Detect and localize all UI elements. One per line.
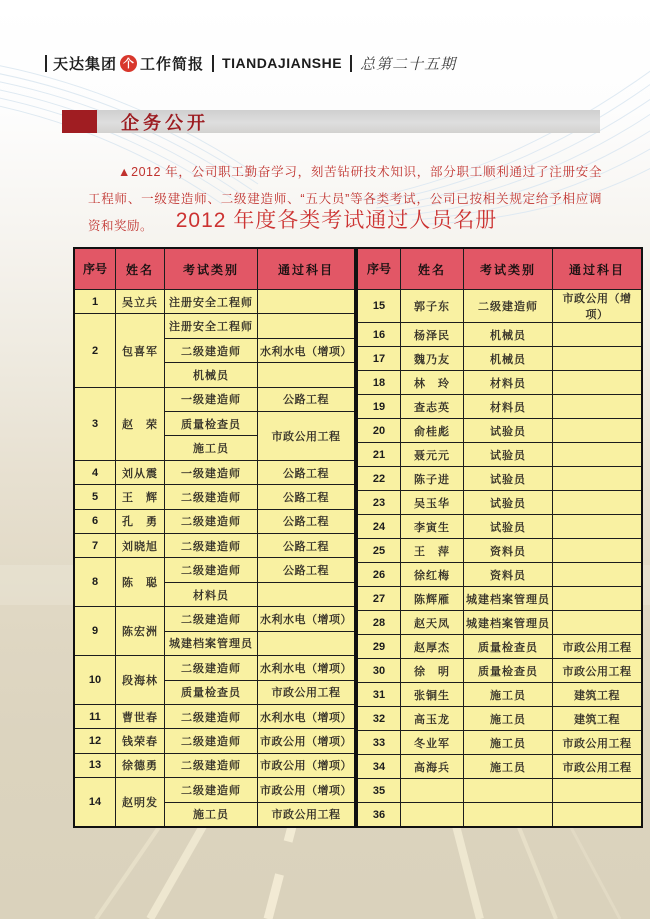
cell-serial-number: 24 (357, 515, 401, 539)
cell-exam-category: 二级建造师 (464, 290, 553, 323)
roster-row (74, 607, 355, 631)
cell-passed-subject: 水利水电（增项） (258, 607, 356, 631)
cell-passed-subject: 公路工程 (258, 485, 356, 509)
cell-serial-number: 27 (357, 587, 401, 611)
intro-paragraph: ▲2012 年，公司职工勤奋学习，刻苦钻研技术知识，部分职工顺利通过了注册安全工程师、一级建造师、二级建造师、“五大员”等各类考试，公司已按相关规定给予相应调资和奖励。 (88, 164, 602, 233)
cell-name: 赵厚杰 (401, 635, 464, 659)
cell-name: 赵 荣 (116, 387, 165, 460)
roster-row (74, 534, 355, 558)
cell-passed-subject: 公路工程 (258, 460, 356, 484)
roster-row (74, 387, 355, 411)
cell-exam-category: 二级建造师 (165, 704, 258, 728)
cell-exam-category: 施工员 (464, 707, 553, 731)
roster-row (74, 460, 355, 484)
cell-passed-subject: 市政公用（增项） (258, 729, 356, 753)
cell-passed-subject (258, 290, 356, 314)
roster-row (357, 347, 642, 371)
roster-row (357, 755, 642, 779)
cell-passed-subject (553, 611, 643, 635)
cell-serial-number: 23 (357, 491, 401, 515)
publication-name: 工作简报 (140, 55, 205, 73)
cell-passed-subject (258, 314, 356, 338)
roster-row (357, 731, 642, 755)
cell-exam-category: 材料员 (464, 371, 553, 395)
cell-passed-subject (258, 363, 356, 387)
cell-passed-subject: 建筑工程 (553, 707, 643, 731)
cell-name: 陈宏洲 (116, 607, 165, 656)
cell-name: 包喜军 (116, 314, 165, 387)
cell-serial-number: 30 (357, 659, 401, 683)
cell-exam-category: 试验员 (464, 515, 553, 539)
cell-serial-number: 12 (74, 729, 116, 753)
cell-name: 陈子进 (401, 467, 464, 491)
masthead-divider (45, 55, 47, 72)
cell-serial-number: 33 (357, 731, 401, 755)
roster-table-left (73, 247, 356, 828)
roster-row (74, 485, 355, 509)
roster-row (357, 443, 642, 467)
cell-passed-subject: 建筑工程 (553, 683, 643, 707)
cell-serial-number: 5 (74, 485, 116, 509)
cell-name: 王 萍 (401, 539, 464, 563)
cell-serial-number: 2 (74, 314, 116, 387)
cell-exam-category: 质量检查员 (464, 635, 553, 659)
cell-serial-number: 29 (357, 635, 401, 659)
cell-name: 刘从震 (116, 460, 165, 484)
roster-row (357, 491, 642, 515)
cell-passed-subject (553, 803, 643, 828)
cell-name: 俞桂彪 (401, 419, 464, 443)
masthead-divider (350, 55, 352, 72)
cell-exam-category: 机械员 (165, 363, 258, 387)
masthead (45, 52, 456, 74)
cell-serial-number: 15 (357, 290, 401, 323)
company-logo-icon: 个 (120, 55, 137, 72)
cell-exam-category: 材料员 (464, 395, 553, 419)
cell-exam-category: 机械员 (464, 323, 553, 347)
cell-name: 刘晓旭 (116, 534, 165, 558)
roster-row (74, 753, 355, 777)
cell-name: 赵天凤 (401, 611, 464, 635)
roster-tables (73, 247, 643, 828)
cell-exam-category: 二级建造师 (165, 509, 258, 533)
cell-name: 冬业军 (401, 731, 464, 755)
cell-exam-category: 城建档案管理员 (464, 611, 553, 635)
cell-passed-subject (553, 587, 643, 611)
publication-latin-name: TIANDAJIANSHE (222, 55, 343, 71)
cell-exam-category: 机械员 (464, 347, 553, 371)
issue-number: 总第二十五期 (360, 54, 457, 73)
cell-exam-category: 二级建造师 (165, 656, 258, 680)
roster-title: 2012 年度各类考试通过人员名册 (175, 209, 498, 232)
header-row (357, 248, 642, 290)
column-header: 通过科目 (553, 248, 643, 290)
cell-exam-category: 质量检查员 (464, 659, 553, 683)
cell-passed-subject (553, 395, 643, 419)
roster-row (74, 509, 355, 533)
column-header: 通过科目 (258, 248, 356, 290)
cell-name: 陈 聪 (116, 558, 165, 607)
cell-name: 林 玲 (401, 371, 464, 395)
cell-name: 陈辉雁 (401, 587, 464, 611)
cell-passed-subject (553, 323, 643, 347)
roster-row (357, 371, 642, 395)
section-banner (62, 110, 600, 133)
cell-exam-category: 二级建造师 (165, 534, 258, 558)
roster-row (357, 290, 642, 323)
cell-passed-subject: 水利水电（增项） (258, 704, 356, 728)
roster-row (357, 395, 642, 419)
cell-exam-category: 二级建造师 (165, 778, 258, 802)
cell-name: 赵明发 (116, 778, 165, 827)
cell-serial-number: 35 (357, 779, 401, 803)
roster-row (357, 587, 642, 611)
cell-serial-number: 18 (357, 371, 401, 395)
roster-row (357, 635, 642, 659)
cell-passed-subject: 市政公用工程 (553, 755, 643, 779)
cell-name: 徐 明 (401, 659, 464, 683)
roster-row (357, 323, 642, 347)
roster-table-right (356, 247, 643, 828)
cell-name: 杨泽民 (401, 323, 464, 347)
roster-row (74, 314, 355, 338)
cell-exam-category: 二级建造师 (165, 558, 258, 582)
cell-exam-category: 二级建造师 (165, 729, 258, 753)
cell-name: 徐红梅 (401, 563, 464, 587)
cell-serial-number: 16 (357, 323, 401, 347)
cell-exam-category: 资料员 (464, 563, 553, 587)
cell-exam-category: 注册安全工程师 (165, 290, 258, 314)
roster-row (357, 659, 642, 683)
cell-name: 段海林 (116, 656, 165, 705)
cell-exam-category: 试验员 (464, 467, 553, 491)
cell-exam-category: 施工员 (464, 683, 553, 707)
header-row (74, 248, 355, 290)
cell-serial-number: 22 (357, 467, 401, 491)
cell-passed-subject: 市政公用工程 (553, 731, 643, 755)
cell-name: 聂元元 (401, 443, 464, 467)
cell-serial-number: 14 (74, 778, 116, 827)
cell-serial-number: 10 (74, 656, 116, 705)
column-header: 考试类别 (464, 248, 553, 290)
cell-serial-number: 21 (357, 443, 401, 467)
cell-exam-category: 施工员 (165, 436, 258, 460)
cell-exam-category (464, 779, 553, 803)
cell-passed-subject: 市政公用工程 (258, 802, 356, 827)
cell-serial-number: 8 (74, 558, 116, 607)
roster-row (357, 563, 642, 587)
cell-passed-subject: 公路工程 (258, 534, 356, 558)
roster-row (357, 515, 642, 539)
cell-serial-number: 20 (357, 419, 401, 443)
cell-name: 吴玉华 (401, 491, 464, 515)
cell-serial-number: 7 (74, 534, 116, 558)
roster-row (357, 419, 642, 443)
cell-serial-number: 11 (74, 704, 116, 728)
cell-serial-number: 3 (74, 387, 116, 460)
cell-exam-category: 试验员 (464, 443, 553, 467)
cell-passed-subject: 市政公用工程 (258, 412, 356, 461)
cell-serial-number: 4 (74, 460, 116, 484)
cell-exam-category: 材料员 (165, 582, 258, 606)
cell-serial-number: 19 (357, 395, 401, 419)
roster-row (74, 729, 355, 753)
cell-name (401, 779, 464, 803)
cell-serial-number: 9 (74, 607, 116, 656)
cell-name: 魏乃友 (401, 347, 464, 371)
roster-row (357, 539, 642, 563)
column-header: 序号 (74, 248, 116, 290)
cell-passed-subject (553, 467, 643, 491)
cell-exam-category: 施工员 (464, 755, 553, 779)
cell-exam-category: 二级建造师 (165, 607, 258, 631)
cell-passed-subject (553, 539, 643, 563)
cell-passed-subject: 公路工程 (258, 509, 356, 533)
roster-row (74, 778, 355, 802)
roster-row (357, 611, 642, 635)
cell-passed-subject: 市政公用工程 (258, 680, 356, 704)
cell-exam-category: 注册安全工程师 (165, 314, 258, 338)
cell-serial-number: 13 (74, 753, 116, 777)
roster-row (357, 683, 642, 707)
cell-passed-subject: 市政公用（增项） (553, 290, 643, 323)
cell-name: 郭子东 (401, 290, 464, 323)
roster-row (74, 290, 355, 314)
cell-exam-category (464, 803, 553, 828)
cell-serial-number: 36 (357, 803, 401, 828)
cell-exam-category: 一级建造师 (165, 460, 258, 484)
cell-exam-category: 施工员 (165, 802, 258, 827)
cell-name: 王 辉 (116, 485, 165, 509)
cell-passed-subject: 市政公用（增项） (258, 778, 356, 802)
cell-name: 孔 勇 (116, 509, 165, 533)
cell-serial-number: 31 (357, 683, 401, 707)
cell-name (401, 803, 464, 828)
cell-exam-category: 试验员 (464, 491, 553, 515)
column-header: 序号 (357, 248, 401, 290)
cell-passed-subject (553, 491, 643, 515)
cell-exam-category: 试验员 (464, 419, 553, 443)
cell-serial-number: 26 (357, 563, 401, 587)
cell-name: 高海兵 (401, 755, 464, 779)
cell-serial-number: 25 (357, 539, 401, 563)
section-title: 企务公开 (121, 112, 209, 133)
cell-serial-number: 6 (74, 509, 116, 533)
cell-name: 钱荣春 (116, 729, 165, 753)
roster-row (357, 707, 642, 731)
cell-passed-subject: 公路工程 (258, 558, 356, 582)
roster-row (74, 704, 355, 728)
cell-passed-subject: 市政公用工程 (553, 635, 643, 659)
cell-passed-subject (553, 443, 643, 467)
cell-passed-subject (553, 563, 643, 587)
cell-exam-category: 质量检查员 (165, 680, 258, 704)
cell-serial-number: 34 (357, 755, 401, 779)
cell-passed-subject (553, 347, 643, 371)
cell-passed-subject: 公路工程 (258, 387, 356, 411)
brand-name: 天达集团 (53, 55, 118, 73)
cell-passed-subject (258, 631, 356, 655)
cell-exam-category: 资料员 (464, 539, 553, 563)
roster-row (357, 803, 642, 828)
cell-exam-category: 一级建造师 (165, 387, 258, 411)
cell-name: 张铜生 (401, 683, 464, 707)
cell-exam-category: 二级建造师 (165, 485, 258, 509)
column-header: 姓名 (116, 248, 165, 290)
cell-name: 徐德勇 (116, 753, 165, 777)
cell-name: 李寅生 (401, 515, 464, 539)
roster-row (357, 467, 642, 491)
cell-passed-subject: 市政公用（增项） (258, 753, 356, 777)
banner-red-block (62, 110, 97, 133)
cell-name: 查志英 (401, 395, 464, 419)
roster-row (74, 558, 355, 582)
cell-passed-subject: 市政公用工程 (553, 659, 643, 683)
cell-serial-number: 1 (74, 290, 116, 314)
cell-serial-number: 17 (357, 347, 401, 371)
cell-passed-subject (553, 779, 643, 803)
column-header: 姓名 (401, 248, 464, 290)
roster-row (74, 656, 355, 680)
cell-passed-subject (553, 419, 643, 443)
column-header: 考试类别 (165, 248, 258, 290)
masthead-divider (212, 55, 214, 72)
cell-passed-subject: 水利水电（增项） (258, 656, 356, 680)
cell-name: 吴立兵 (116, 290, 165, 314)
cell-passed-subject (258, 582, 356, 606)
cell-serial-number: 32 (357, 707, 401, 731)
cell-exam-category: 二级建造师 (165, 338, 258, 362)
cell-exam-category: 施工员 (464, 731, 553, 755)
cell-passed-subject (553, 371, 643, 395)
cell-serial-number: 28 (357, 611, 401, 635)
cell-exam-category: 质量检查员 (165, 412, 258, 436)
cell-name: 曹世春 (116, 704, 165, 728)
cell-passed-subject (553, 515, 643, 539)
roster-row (357, 779, 642, 803)
cell-exam-category: 城建档案管理员 (464, 587, 553, 611)
cell-exam-category: 二级建造师 (165, 753, 258, 777)
cell-name: 高玉龙 (401, 707, 464, 731)
cell-passed-subject: 水利水电（增项） (258, 338, 356, 362)
cell-exam-category: 城建档案管理员 (165, 631, 258, 655)
